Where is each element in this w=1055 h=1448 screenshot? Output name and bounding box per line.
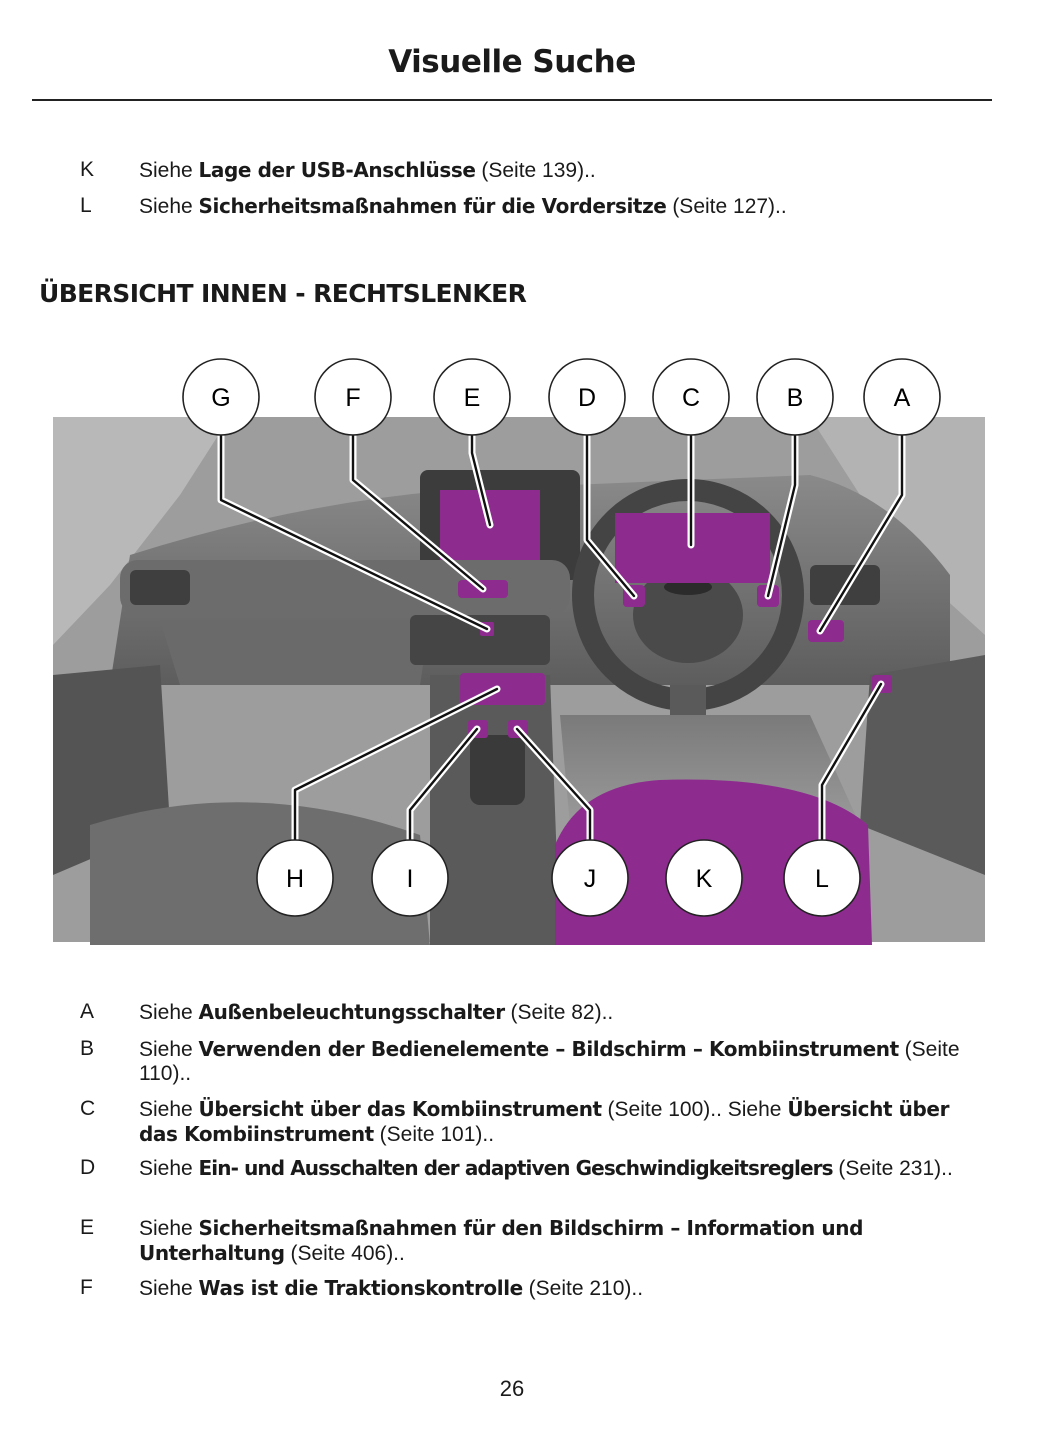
ref-text: Siehe Übersicht über das Kombiinstrument (Seite 100).. Siehe Übersicht über das Kombiinstrument (Seite 101).. (139, 1097, 950, 1146)
ref-text: Siehe Verwenden der Bedienelemente – Bildschirm – Kombiinstrument (Seite 110).. (139, 1037, 960, 1085)
ref-text: Siehe Sicherheitsmaßnahmen für den Bildschirm – Information und Unterhaltung (Seite 406).. (139, 1216, 864, 1265)
ref-link[interactable]: Was ist die Traktionskontrolle (198, 1276, 523, 1300)
page-number: 26 (499, 1376, 525, 1401)
ref-text: Siehe Sicherheitsmaßnahmen für die Vordersitze (Seite 127).. (139, 194, 787, 218)
ref-text: Siehe Lage der USB-Anschlüsse (Seite 139).. (139, 158, 596, 182)
ref-text: Siehe Was ist die Traktionskontrolle (Seite 210).. (139, 1276, 644, 1300)
callout-label: D (577, 384, 597, 412)
ref-link[interactable]: Übersicht über das Kombiinstrument (198, 1097, 602, 1121)
callout-d (549, 359, 625, 435)
callout-label: K (695, 865, 713, 893)
callout-b (757, 359, 833, 435)
ref-letter: L (80, 194, 92, 217)
title-divider (32, 99, 992, 101)
ref-letter: D (80, 1156, 96, 1179)
callout-label: B (786, 384, 804, 412)
interior-illustration (50, 355, 990, 945)
callout-c (653, 359, 729, 435)
callout-f (315, 359, 391, 435)
ref-link[interactable]: Lage der USB-Anschlüsse (198, 158, 476, 182)
callout-i (372, 840, 448, 916)
callout-label: L (815, 865, 829, 893)
callout-a (864, 359, 940, 435)
section-heading: ÜBERSICHT INNEN - RECHTSLENKER (39, 279, 527, 308)
callout-l (784, 840, 860, 916)
ref-letter: B (80, 1037, 95, 1060)
callout-label: E (463, 384, 481, 412)
callout-g (183, 359, 259, 435)
callout-label: I (406, 865, 414, 893)
ref-link-2[interactable]: Übersicht über das Kombiinstrument (139, 1097, 950, 1146)
ref-letter: C (80, 1097, 96, 1120)
ref-link[interactable]: Ein- und Ausschalten der adaptiven Geschwindigkeitsreglers (198, 1156, 833, 1180)
callout-label: A (893, 384, 911, 412)
callout-label: G (211, 384, 231, 412)
page-title: Visuelle Suche (388, 44, 636, 80)
ref-letter: E (80, 1216, 95, 1239)
callout-k (666, 840, 742, 916)
callout-label: C (681, 384, 701, 412)
ref-link[interactable]: Sicherheitsmaßnahmen für den Bildschirm – Information und Unterhaltung (139, 1216, 864, 1265)
callout-h (257, 840, 333, 916)
ref-letter: A (80, 1000, 95, 1023)
ref-link[interactable]: Verwenden der Bedienelemente – Bildschirm – Kombiinstrument (198, 1037, 899, 1061)
ref-text: Siehe Ein- und Ausschalten der adaptiven Geschwindigkeitsreglers (Seite 231).. (139, 1156, 953, 1180)
callout-label: F (345, 384, 361, 412)
callout-label: J (583, 865, 597, 893)
ref-letter: F (80, 1276, 93, 1299)
ref-link[interactable]: Sicherheitsmaßnahmen für die Vordersitze (198, 194, 667, 218)
callout-label: H (285, 865, 305, 893)
callout-e (434, 359, 510, 435)
ref-text: Siehe Außenbeleuchtungsschalter (Seite 82).. (139, 1000, 614, 1024)
ref-letter: K (80, 158, 95, 181)
ref-link[interactable]: Außenbeleuchtungsschalter (198, 1000, 505, 1024)
callout-j (552, 840, 628, 916)
